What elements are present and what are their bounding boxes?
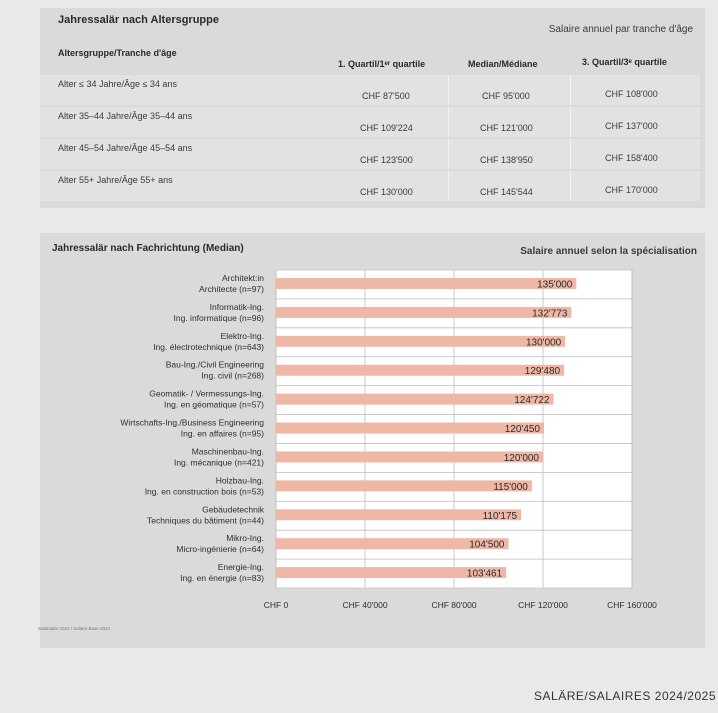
- row-q1: CHF 123'500: [360, 155, 413, 165]
- bar: [276, 336, 565, 347]
- bar-value-label: 120'000: [503, 452, 539, 464]
- category-label-fr: Ing. en affaires (n=95): [180, 428, 264, 439]
- x-tick-label: CHF 40'000: [342, 600, 388, 610]
- category-label-de: Energie-Ing.: [217, 562, 264, 573]
- category-label-fr: Techniques du bâtiment (n=44): [147, 515, 264, 526]
- age-salary-panel: [40, 8, 705, 208]
- bar: [276, 394, 554, 405]
- category-label-fr: Ing. électrotechnique (n=643): [153, 341, 264, 352]
- table-row: [40, 139, 700, 169]
- category-label-fr: Micro-ingénierie (n=64): [176, 544, 264, 555]
- row-median: CHF 121'000: [480, 123, 533, 133]
- category-label-fr: Ing. informatique (n=96): [173, 312, 264, 323]
- category-label-fr: Ing. civil (n=268): [201, 370, 264, 381]
- table-header-row: [40, 43, 700, 73]
- category-label-fr: Ing. en géomatique (n=57): [164, 399, 264, 410]
- chart-title-de: Jahressalär nach Fachrichtung (Median): [52, 243, 244, 254]
- row-median: CHF 145'544: [480, 187, 533, 197]
- chart-title-fr: Salaire annuel selon la spécialisation: [520, 246, 697, 257]
- category-label-fr: Ing. en construction bois (n=53): [144, 486, 264, 497]
- age-section-title-fr: Salaire annuel par tranche d'âge: [548, 24, 693, 35]
- bar-value-label: 103'461: [466, 568, 503, 580]
- bar-value-label: 120'450: [504, 424, 541, 436]
- row-age-label: Alter 35–44 Jahre/Âge 35–44 ans: [58, 111, 193, 121]
- row-median: CHF 138'950: [480, 155, 533, 165]
- header-q3: 3. Quartil/3ᵉ quartile: [582, 57, 667, 67]
- category-label-de: Holzbau-Ing.: [215, 475, 264, 486]
- category-label-fr: Ing. mécanique (n=421): [173, 457, 264, 468]
- category-label-de: Wirtschafts-Ing./Business Engineering: [120, 417, 264, 428]
- category-label-de: Maschinenbau-Ing.: [191, 446, 264, 457]
- page-footer: SALÄRE/SALAIRES 2024/2025: [534, 689, 716, 703]
- row-age-label: Alter ≤ 34 Jahre/Âge ≤ 34 ans: [58, 79, 177, 89]
- category-label-de: Gebäudetechnik: [202, 504, 264, 515]
- category-label-fr: Architecte (n=97): [199, 284, 264, 294]
- category-label-de: Elektro-Ing.: [220, 330, 264, 341]
- category-label-fr: Ing. en énergie (n=83): [180, 573, 264, 584]
- category-label-de: Mikro-Ing.: [226, 533, 264, 544]
- bar: [276, 278, 576, 289]
- row-q3: CHF 158'400: [605, 153, 658, 163]
- salary-bar-chart: [40, 233, 705, 648]
- table-row: [40, 171, 700, 201]
- x-tick-label: CHF 160'000: [607, 600, 657, 610]
- header-age-group: Altersgruppe/Tranche d'âge: [58, 48, 177, 58]
- row-q1: CHF 130'000: [360, 187, 413, 197]
- bar-value-label: 104'500: [469, 539, 505, 551]
- row-q1: CHF 109'224: [360, 123, 413, 133]
- table-row: [40, 107, 700, 137]
- row-q3: CHF 137'000: [605, 121, 658, 131]
- bar-value-label: 115'000: [493, 481, 528, 493]
- bar: [276, 365, 564, 376]
- bar-value-label: 129'480: [524, 366, 561, 378]
- specialisation-salary-panel: [40, 233, 705, 648]
- category-label-de: Bau-Ing./Civil Engineering: [165, 359, 264, 370]
- x-tick-label: CHF 80'000: [431, 600, 477, 610]
- x-tick-label: CHF 0: [263, 600, 289, 610]
- bar-value-label: 124'722: [514, 395, 550, 407]
- row-median: CHF 95'000: [482, 91, 530, 101]
- bar-value-label: 110'175: [482, 510, 518, 522]
- category-label-de: Informatik-Ing.: [209, 301, 264, 312]
- row-q3: CHF 170'000: [605, 185, 658, 195]
- row-age-label: Alter 45–54 Jahre/Âge 45–54 ans: [58, 143, 193, 153]
- bar-value-label: 135'000: [537, 279, 573, 291]
- category-label-de: Geomatik- / Vermessungs-Ing.: [149, 388, 264, 399]
- source-note: Salärsalär 2024 / Salaire Base 2024: [38, 626, 111, 631]
- header-q1: 1. Quartil/1ᵉʳ quartile: [338, 59, 426, 69]
- bar-value-label: 132'773: [532, 308, 568, 320]
- row-age-label: Alter 55+ Jahre/Âge 55+ ans: [58, 175, 173, 185]
- x-tick-label: CHF 120'000: [518, 600, 568, 610]
- table-row: [40, 75, 700, 105]
- row-q1: CHF 87'500: [362, 91, 410, 101]
- category-label-de: Architekt:in: [221, 273, 264, 283]
- age-section-title-de: Jahressalär nach Altersgruppe: [58, 14, 219, 26]
- bar-value-label: 130'000: [525, 337, 562, 349]
- row-q3: CHF 108'000: [605, 89, 658, 99]
- header-median: Median/Médiane: [468, 59, 538, 69]
- bar: [276, 307, 571, 318]
